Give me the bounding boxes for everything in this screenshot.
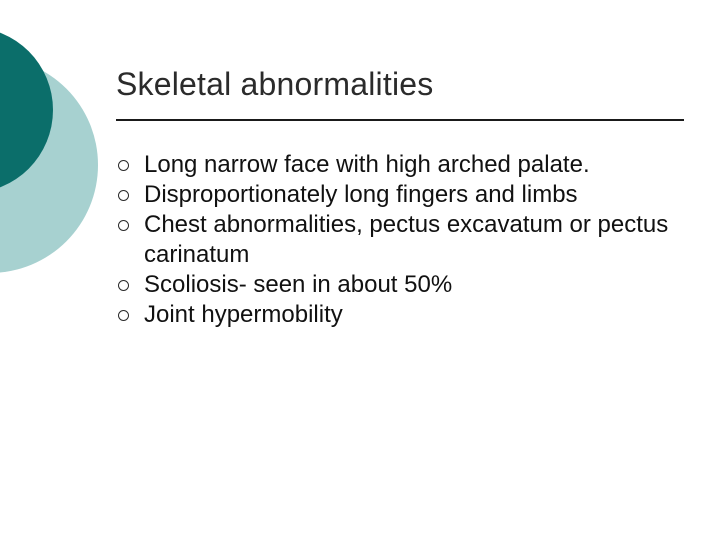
bullet-list bbox=[118, 150, 678, 330]
bullet-text: Chest abnormalities, pectus excavatum or pectus carinatum bbox=[144, 211, 669, 268]
bullet-text: Disproportionately long fingers and limbs bbox=[144, 181, 578, 208]
hollow-circle-bullet-icon bbox=[118, 220, 129, 231]
bullet-item bbox=[118, 270, 678, 300]
hollow-circle-bullet-icon bbox=[118, 280, 129, 291]
bullet-item bbox=[118, 300, 678, 330]
hollow-circle-bullet-icon bbox=[118, 160, 129, 171]
hollow-circle-bullet-icon bbox=[118, 310, 129, 321]
hollow-circle-bullet-icon bbox=[118, 190, 129, 201]
title-divider bbox=[116, 119, 684, 121]
bullet-text: Scoliosis- seen in about 50% bbox=[144, 271, 453, 298]
slide-title: Skeletal abnormalities bbox=[116, 66, 434, 102]
bullet-text: Joint hypermobility bbox=[144, 301, 343, 328]
bullet-text: Long narrow face with high arched palate. bbox=[144, 151, 590, 178]
bullet-item bbox=[118, 210, 678, 270]
bullet-item bbox=[118, 180, 678, 210]
bullet-item bbox=[118, 150, 678, 180]
